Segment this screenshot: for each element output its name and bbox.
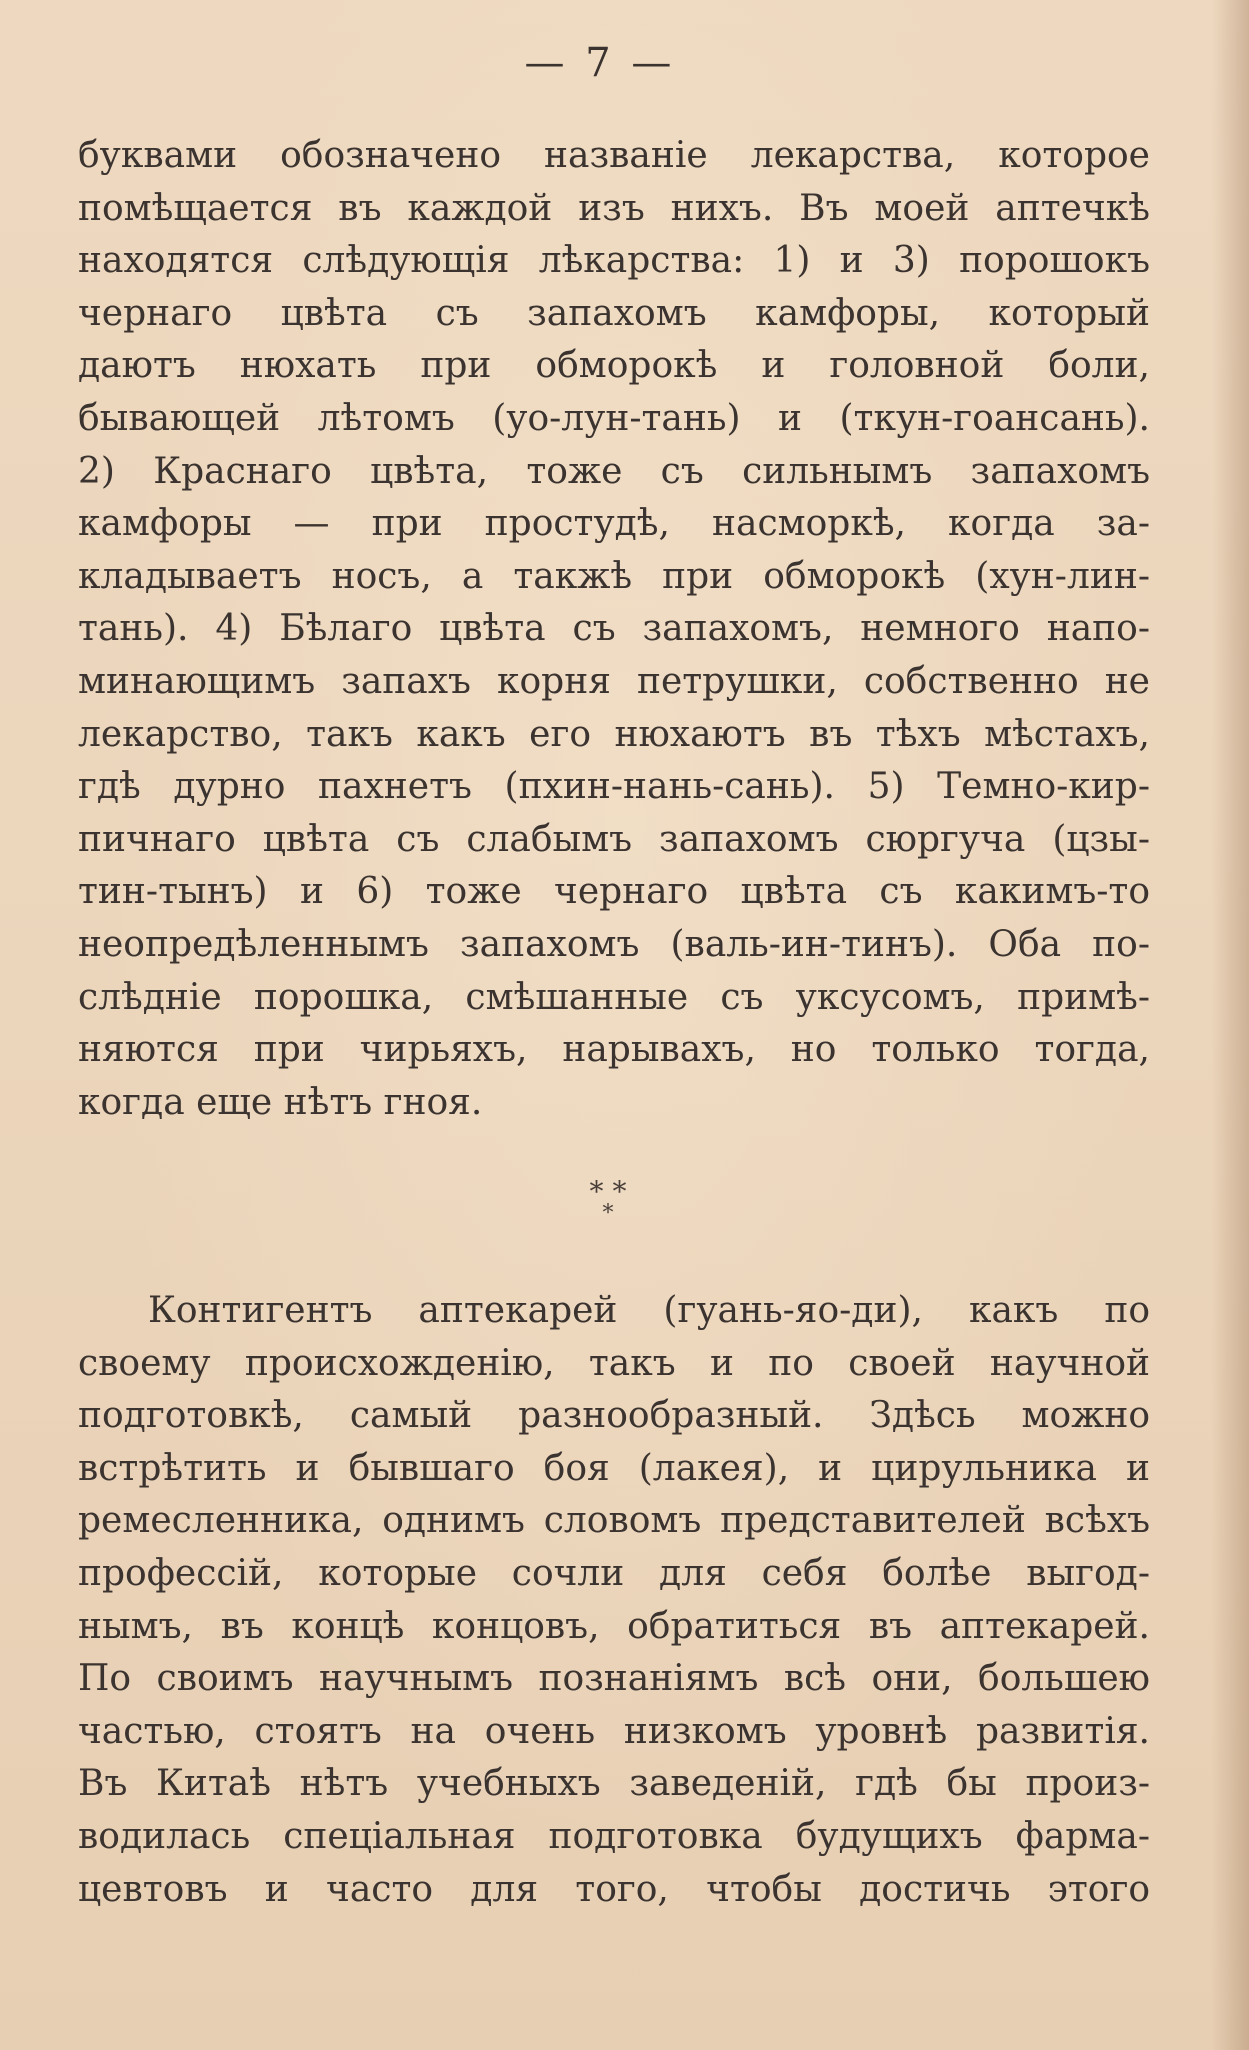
text-line: минающимъ запахъ корня петрушки, собственно не: [78, 660, 1150, 702]
text-line: неопредѣленнымъ запахомъ (валь-ин-тинъ). Оба по-: [78, 923, 1150, 965]
text-line: когда еще нѣтъ гноя.: [78, 1081, 483, 1123]
separator-asterisks: * *: [589, 1175, 627, 1208]
text-line: водилась спеціальная подготовка будущихъ фарма-: [78, 1815, 1150, 1857]
text-line: ремесленника, однимъ словомъ представителей всѣхъ: [78, 1500, 1150, 1542]
text-line: даютъ нюхать при обморокѣ и головной боли,: [78, 345, 1150, 387]
text-line: находятся слѣдующія лѣкарства: 1) и 3) порошокъ: [78, 240, 1150, 282]
paragraph-2: [78, 1285, 1150, 1916]
text-line: буквами обозначено названіе лекарства, которое: [78, 135, 1150, 176]
text-line: кладываетъ носъ, а такжѣ при обморокѣ (хун-лин-: [78, 555, 1150, 597]
text-line: слѣдніе порошка, смѣшанные съ уксусомъ, примѣ-: [78, 976, 1150, 1018]
text-line: пичнаго цвѣта съ слабымъ запахомъ сюргуча (цзы-: [78, 818, 1150, 860]
text-line: тин-тынъ) и 6) тоже чернаго цвѣта съ какимъ-то: [78, 871, 1150, 913]
text-line: Контигентъ аптекарей (гуань-яо-ди), какъ по: [148, 1290, 1150, 1331]
text-line: помѣщается въ каждой изъ нихъ. Въ моей аптечкѣ: [78, 187, 1150, 229]
text-line: 2) Краснаго цвѣта, тоже съ сильнымъ запахомъ: [78, 450, 1150, 492]
text-line: нымъ, въ концѣ концовъ, обратиться въ аптекарей.: [78, 1605, 1150, 1647]
section-separator: [0, 1175, 1216, 1228]
text-line: Въ Китаѣ нѣтъ учебныхъ заведеній, гдѣ бы произ-: [78, 1763, 1150, 1805]
text-line: тань). 4) Бѣлаго цвѣта съ запахомъ, немного напо-: [78, 608, 1150, 650]
text-line: По своимъ научнымъ познаніямъ всѣ они, большею: [78, 1658, 1150, 1700]
text-line: камфоры — при простудѣ, насморкѣ, когда за-: [78, 503, 1150, 545]
paragraph-1: [78, 130, 1150, 1129]
text-line: встрѣтить и бывшаго боя (лакея), и цирульника и: [78, 1447, 1150, 1489]
separator-asterisk-bottom: *: [602, 1201, 614, 1226]
text-line: чернаго цвѣта съ запахомъ камфоры, который: [78, 292, 1150, 334]
text-line: частью, стоятъ на очень низкомъ уровнѣ развитія.: [78, 1710, 1150, 1752]
text-line: подготовкѣ, самый разнообразный. Здѣсь можно: [78, 1395, 1150, 1437]
page-number: — 7 —: [524, 40, 676, 86]
text-line: лекарство, такъ какъ его нюхаютъ въ тѣхъ мѣстахъ,: [78, 713, 1150, 755]
text-line: бывающей лѣтомъ (уо-лун-тань) и (ткун-гоансань).: [78, 397, 1150, 439]
text-line: няются при чирьяхъ, нарывахъ, но только тогда,: [78, 1029, 1150, 1071]
text-line: цевтовъ и часто для того, чтобы достичь этого: [78, 1868, 1150, 1910]
text-line: профессій, которые сочли для себя болѣе выгод-: [78, 1552, 1150, 1594]
text-line: своему происхожденію, такъ и по своей научной: [78, 1342, 1150, 1384]
text-line: гдѣ дурно пахнетъ (пхин-нань-сань). 5) Темно-кир-: [78, 766, 1150, 808]
page-edge-shadow: [1211, 0, 1249, 2050]
